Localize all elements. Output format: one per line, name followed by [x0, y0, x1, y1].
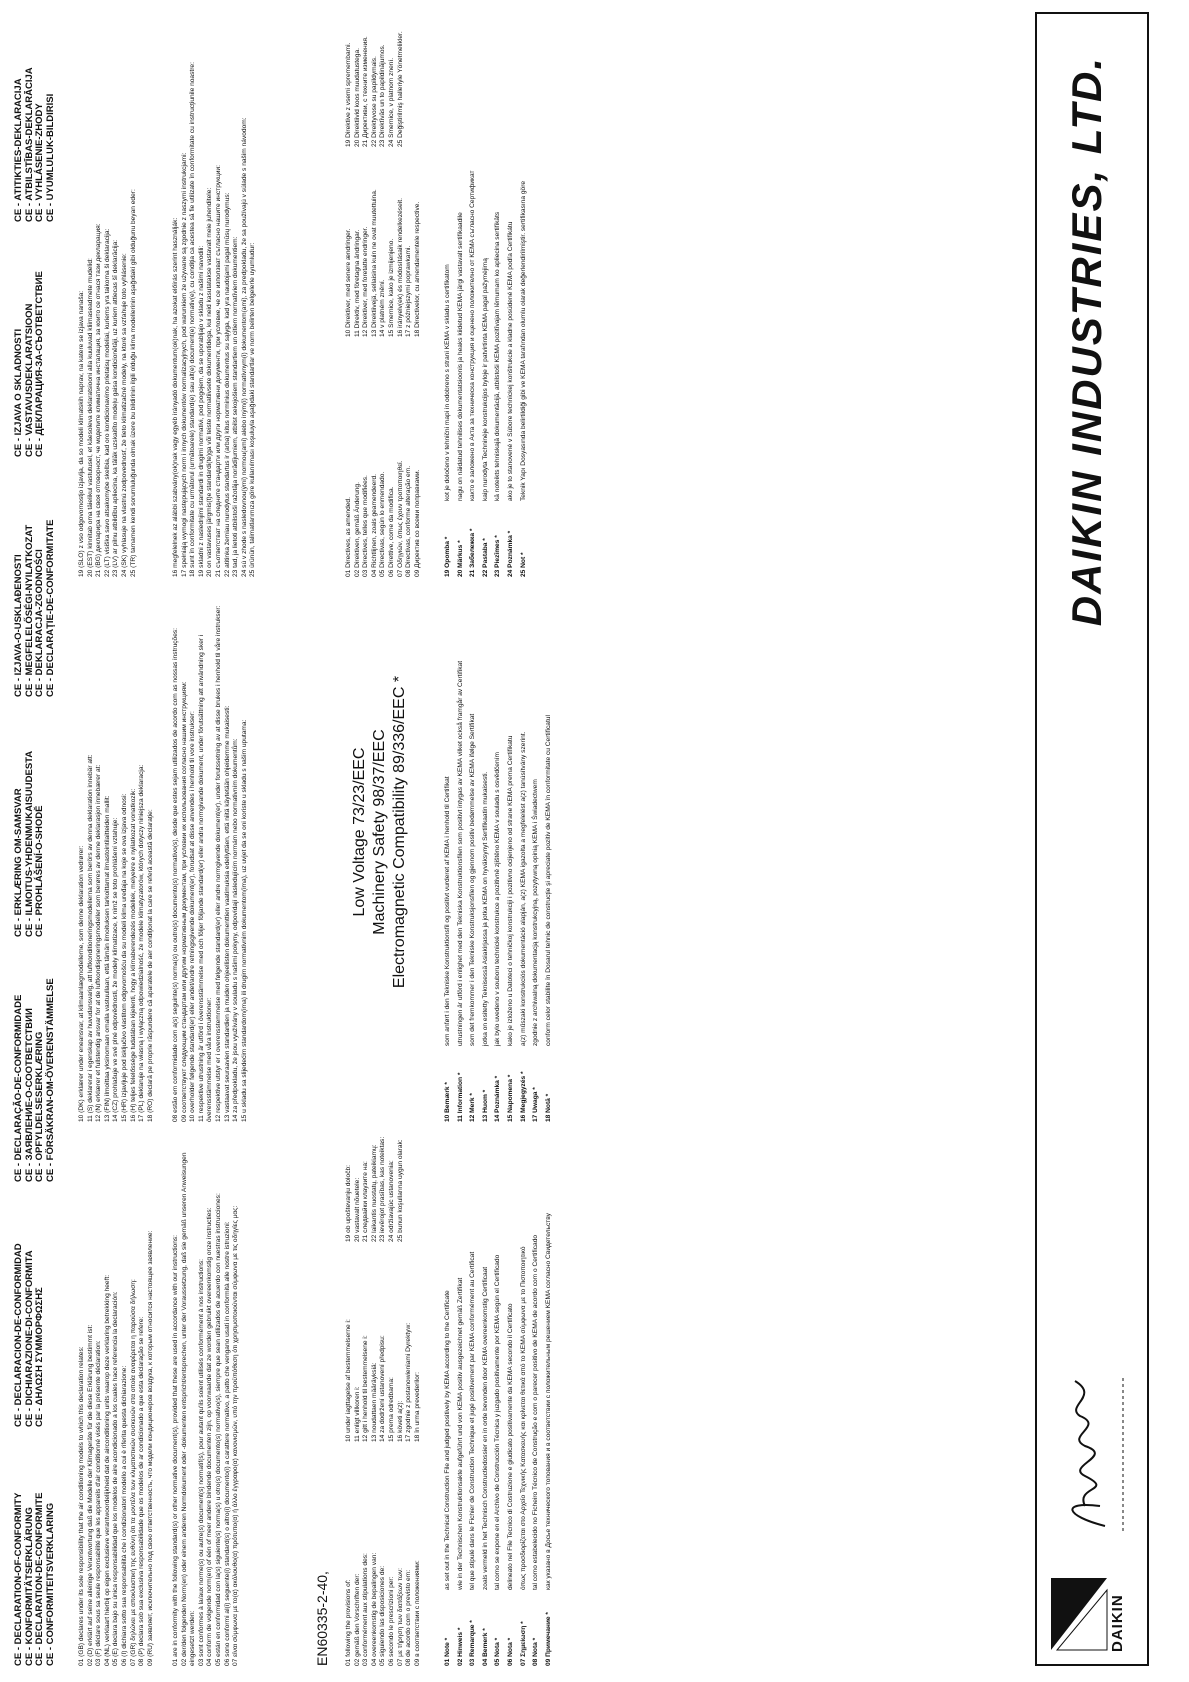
provisions-block-b — [345, 1242, 422, 1442]
header-line: CE - IZJAVA-O-USKLAĐENOSTI — [13, 554, 24, 697]
provision-line: 21 следвайки клаузите на: — [362, 1161, 370, 1242]
provision-line: 03 conformément aux stipulations des: — [362, 1553, 370, 1666]
provision-line: 22 laikantis nuostatų, pateikiamų: — [370, 1144, 378, 1242]
decl-line: 13 (FIN) ilmoittaa yksinomaan omalla vastuullaan, että tämän ilmoituksen tarkoittamat ilmastointilaitteiden mallit: — [103, 795, 111, 1122]
provision-line: 08 de acordo com o previsto em: — [405, 1569, 413, 1666]
amend-line: 22 Direktyvose su papildymais. — [370, 56, 378, 147]
conformity-block-b — [172, 602, 249, 1122]
decl-line: 16 (H) teljes felelőssége tudatában kijelenti, hogy a klímaberendezés modellek, melyekre e nyilatkozat vonatkozik: — [129, 788, 137, 1122]
note-key: 17 Uwaga * — [532, 1087, 540, 1122]
provision-line: 18 în urma prevederilor: — [413, 1371, 421, 1442]
conf-line: 13 vastaavat seuraavien standardien ja muiden ohjeellisten dokumenttien vaatimuksia edellyttäen, että niitä käytetään ohjeidemme mukaisesti: — [223, 705, 231, 1122]
decl-line: 03 (F) déclare sous sa seule responsabilité que les appareils d'air conditionné visés par la présente déclaration: — [95, 1340, 103, 1666]
amend-line: 15 Smernice, kako je izmijenjeno. — [387, 238, 395, 337]
conf-line: 22 atitinka žemiau nurodytus standartus ir (arba) kitus norminius dokumentus su sąlyga, kad yra naudojami pagal mūsų nurodymus: — [223, 192, 231, 577]
note-value: jak bylo uvedeno v souboru technické konstrukce a pozitivně zjištěno KEMA v souladu s osvědčením — [494, 752, 502, 1046]
note-key: 10 Bemærk * — [444, 1082, 451, 1122]
provision-line: 09 в соответствии с положениями: — [413, 1560, 421, 1666]
amend-line: 25 Değiştirilmiş halleriyle Yönetmelikler. — [396, 31, 404, 147]
note-key: 08 Nota * — [532, 1637, 540, 1666]
note-value: Teknik Yapı Dosyasında belirtildiği gibi ve KEMA tarafından olumlu olarak değerlendirilmiştir. sertifikasına göre — [519, 180, 527, 501]
note-key: 02 Hinweis * — [456, 1627, 464, 1666]
note-row — [457, 602, 466, 1122]
note-value: όπως προσδιορίζεται στο Αρχείο Τεχνικής Κατασκευής και κρίνεται θετικά από το KEMA σύμφωνα με το Πιστοποιητικό — [519, 1246, 527, 1590]
amend-block-a — [345, 337, 422, 577]
conf-line: 08 estão em conformidade com a(s) seguinte(s) norma(s) ou outro(s) documento(s) normativo(s), desde que estes sejam utilizados de acordo com as nossas instruções: — [172, 627, 179, 1122]
header-line: CE - ERKLÆRING OM-SAMSVAR — [13, 788, 24, 937]
note-row — [520, 17, 529, 577]
header-line: CE - DECLARAÇÃO-DE-CONFORMIDADE — [13, 994, 24, 1182]
note-key: 18 Notă * — [544, 1093, 552, 1122]
provision-line: 12 gitt i henhold til bestemmelsene i: — [362, 1335, 370, 1442]
conf-line: 18 sunt în conformitate cu următorul (următoarele) standard(e) sau alt(e) document(e) normativ(e), cu condiţia ca acestea să fie utilizate în conformitate cu instrucţiunile noastre: — [189, 62, 197, 577]
note-key: 25 Not * — [519, 552, 527, 577]
amend-line: 18 Directivelor, cu amendamentele respective. — [413, 201, 421, 337]
note-key: 05 Nota * — [494, 1637, 502, 1666]
note-key: 19 Opomba * — [444, 536, 451, 577]
signature-text: H. Murata — [1133, 1453, 1134, 1459]
decl-line: 22 (LT) visiška savo atsakomybe skelbia, kad oro kondicionavimo prietaisų modeliai, kuriems yra taikoma ši deklaracija: — [103, 228, 111, 577]
amend-line: 08 Directivas, conforme alteração em. — [405, 465, 413, 577]
conf-line: 03 sont conformes à la/aux norme(s) ou autre(s) document(s) normatif(s), pour autant qu'ils soient utilisés conformément à nos instructions: — [197, 1259, 205, 1666]
note-value: kā noteikts tehniskajā dokumentācijā, atbilstoši KEMA pozitīvajam lēmumam ko apliecina sertifikāts — [494, 211, 502, 501]
declaration-block-b — [78, 602, 155, 1122]
notes-block-a — [440, 1146, 553, 1666]
provision-line: 04 overeenkomstig de bepalingen van: — [370, 1552, 378, 1666]
note-row — [532, 1146, 541, 1666]
note-value: tal como se expone en el Archivo de Construcción Técnica y juzgado positivamente por KEMA según el Certificado — [494, 1254, 502, 1590]
amend-line: 20 Direktiivid koos muudatustega. — [353, 48, 361, 147]
standard-number: EN60335-2-40, — [314, 1571, 330, 1666]
note-value: som det fremkommer i den Tekniske Konstruksjonsfilen og gjennom positiv bedømmelse av KEMA ifølge Sertifikat — [469, 713, 477, 1046]
note-value: wie in der Technischen Konstruktionsakte aufgeführt und von KEMA positiv ausgezeichnet gemäß Zertifikat — [456, 1277, 464, 1590]
note-row — [457, 1146, 466, 1666]
notes-block-b — [440, 602, 553, 1122]
note-row — [444, 602, 453, 1122]
note-key: 20 Märkus * — [456, 540, 464, 577]
note-value: nagu on näidatud tehnilises dokumentatsioonis ja heaks kiidetud KEMA järgi vastavalt sertifikaadile — [456, 212, 464, 501]
header-col-6 — [14, 271, 46, 457]
provision-line: 17 zgodnie z postanowieniami Dyrektyw: — [405, 1322, 413, 1442]
note-row — [494, 1146, 503, 1666]
note-value: som anført i den Tekniske Konstruktionsfil og positivt vurderet af KEMA i henhold til Certifikat — [444, 776, 451, 1046]
conf-line: 24 sú v zhode s nasledovnou(ými) normou(ami) alebo iným(i) normatívnym(i) dokumentom(ami), za predpokladu, že sa používajú v súlade s našim návodom: — [240, 117, 248, 577]
amend-line: 16 irányelv(ek) és módosításaik rendelkezéseit. — [396, 198, 404, 337]
header-col-5 — [14, 520, 56, 698]
conf-line: 15 u skladu sa slijedećim standardom(ima) ili drugim normativnim dokumentom(ima), uz uvjet da se oni koriste u skladu s našim uputama: — [240, 719, 248, 1122]
decl-line: 07 (GR) δηλώνει με αποκλειστική της ευθύνη ότι τα μοντέλα των κλιματιστικών συσκευών στα οποία αναφέρεται η παρούσα δήλωση: — [129, 1279, 137, 1666]
header-col-1 — [14, 1493, 56, 1666]
header-line: CE - ЗАЯВЛЕНИЕ-О-СООТВЕТСТВИИ — [23, 1008, 35, 1182]
note-value: tel que stipulé dans le Fichier de Construction Technique et jugé positivement par KEMA conformément au Certificat — [469, 1251, 477, 1590]
note-row — [469, 1146, 478, 1666]
note-row — [457, 17, 466, 577]
header-line: CE - OPFYLDELSESERKLÆRING — [34, 1031, 45, 1182]
note-row — [507, 602, 516, 1122]
provision-line: 19 ob upoštevanju določb: — [345, 1165, 352, 1242]
header-line: CE - DICHIARAZIONE-DI-CONFORMITA — [23, 1250, 35, 1427]
conf-line: 20 on vastavuses järgmis(t)e standardi(te)ga või teiste normatiivsete dokumentidega, kui neid kasutatakse vastavalt meie juhenditele: — [206, 187, 214, 577]
decl-line: 24 (SK) vyhlasuje na vlastnú zodpovednosť, že tieto klimatizačné modely, na ktoré sa vzťahuje toto vyhlásenie: — [120, 253, 128, 577]
note-row — [520, 1146, 529, 1666]
provision-line: 02 gemäß den Vorschriften der: — [353, 1573, 361, 1666]
note-row — [532, 602, 541, 1122]
note-row — [494, 17, 503, 577]
provision-line: 14 za dodržení ustanovení předpisu: — [379, 1335, 387, 1442]
note-row — [545, 1146, 554, 1666]
provision-line: 10 under iagttagelse af bestemmelserne i: — [345, 1319, 352, 1442]
note-key: 06 Nota * — [506, 1637, 514, 1666]
header-line: CE - UYUMLULUK-BILDIRISI — [44, 93, 56, 222]
conf-line: 25 ürünün, talimatlarımıza göre kullanılması koşuluyla aşağıdaki standartlar ve norm belirten belgelerle uyumludur: — [249, 242, 257, 577]
decl-line: 09 (RU) заявляет, исключительно под свою ответственность, что модели кондиционеров воздуха, к которым относится настоящее заявление: — [146, 1230, 154, 1666]
decl-line: 21 (BG) декларира на своя отговорност, че моделите климатична инсталация, за които се отнася тази декларация: — [95, 223, 103, 577]
note-value: utrustningen är utförd i enlighet med den Tekniska Konstruktionsfilen som positivt intygas av KEMA vilket också framgår av Certifikat — [456, 660, 464, 1046]
directive-star: * — [391, 675, 408, 683]
amend-line: 06 Direttive, come da modifica. — [387, 486, 395, 577]
note-key: 23 Piezīmes * — [494, 535, 502, 577]
directive-machinery: Machinery Safety 98/37/EEC — [371, 729, 388, 935]
amend-line: 13 Direktiivejä, sellaisina kuin ne ovat muutettuina. — [370, 189, 378, 337]
header-col-7 — [14, 67, 56, 222]
decl-line: 23 (LV) ar pilnu atbildību apliecina, ka tālāk uzskaitīto modeļu gaisa kondicionētāji, uz kuriem attiecas šī deklarācija: — [112, 239, 120, 577]
conf-line: 10 overholder følgende standard(er) eller andet/andre retningsgivende dokument(er), forudsat at disse anvendes i henhold til vore instrukser: — [189, 711, 197, 1122]
amend-line: 09 Директив со всеми поправками. — [413, 469, 421, 577]
note-key: 01 Note * — [444, 1637, 451, 1666]
note-key: 15 Napomena * — [506, 1074, 514, 1122]
decl-line: 19 (SLO) z vso odgovornostjo izjavlja, da so modeli klimatskih naprav, na katere se izjava nanaša: — [78, 290, 85, 577]
conf-line: 23 tad, ja lietoti atbilstoši ražotāja norādījumiem, atbilst sekojošiem standartiem un citiem normatīviem dokumentiem: — [232, 236, 240, 577]
note-key: 24 Poznámka * — [506, 530, 514, 577]
provision-line: 06 secondo le prescrizioni per: — [387, 1576, 395, 1666]
declaration-block-a — [78, 1146, 155, 1666]
amend-line: 02 Direktiven, gemäß Änderung. — [353, 482, 361, 577]
header-line: CE - FÖRSÄKRAN-OM-ÖVERENSTÄMMELSE — [44, 978, 56, 1182]
provision-line: 16 követi a(z): — [396, 1400, 404, 1442]
note-key: 22 Pastaba * — [481, 538, 489, 577]
header-line: CE - CONFORMITEITSVERKLARING — [44, 1502, 56, 1666]
conf-line: 07 είναι σύμφωνα με το(α) ακόλουθο(α) πρότυπο(α) ή άλλο έγγραφο(α) κανονισμών, υπό την προϋπόθεση ότι χρησιμοποιούνται σύμφωνα με τις οδηγίες μας: — [232, 1205, 240, 1666]
provision-line: 01 following the provisions of: — [345, 1579, 352, 1666]
directive-low-voltage: Low Voltage 73/23/EEC — [351, 747, 368, 917]
provision-line: 23 ievērojot prasības, kas noteiktas: — [379, 1136, 387, 1242]
note-key: 13 Huom * — [481, 1089, 489, 1122]
decl-line: 15 (HR) izjavljuje pod isključivo vlastitom odgovornošću da su modeli klima uređaja na koje se ova izjava odnosi: — [120, 793, 128, 1122]
header-line: CE - DEKLARACJA-ZGODNOŚCI — [34, 549, 45, 697]
decl-line: 08 (P) declara sob sua exclusiva responsabilidade que os modelos de ar condicionado a que esta declaração se refere: — [138, 1316, 146, 1666]
header-line: CE - MEGFELELŐSÉGI-NYILATKOZAT — [23, 524, 35, 697]
note-row — [545, 602, 554, 1122]
amend-line: 01 Directives, as amended. — [345, 497, 352, 577]
note-row — [507, 17, 516, 577]
header-col-4 — [14, 751, 46, 937]
conf-line: 05 están en conformidad con la(s) siguiente(s) norma(s) u otro(s) documento(s) normativo(s), siempre que sean utilizados de acuerdo con nuestras instrucciones: — [214, 1193, 222, 1666]
decl-line: 04 (NL) verklaart hierbij op eigen exclusieve verantwoordelijkheid dat de airconditioning units waarop deze verklaring betrekking heeft: — [103, 1274, 111, 1666]
header-line: CE - ATBILSTĪBAS-DEKLARĀCIJA — [23, 67, 35, 222]
note-value: kaip nurodyta Techninėje konstrukcijos byloje ir patvirtinta KEMA pagal pažymėjimą — [481, 258, 489, 501]
conf-line: 09 соответствуют следующим стандартам или другим нормативным документам, при условии их использования согласно нашим инструкциям: — [180, 681, 188, 1122]
note-value: delineato nel File Tecnico di Costruzione e giudicato positivamente da KEMA secondo il Certificato — [506, 1303, 514, 1590]
note-key: 11 Information * — [456, 1072, 464, 1122]
note-value: tal como estabelecido no Ficheiro Técnico de Construção e com o parecer positivo de KEMA de acordo com o Certificado — [532, 1234, 540, 1590]
header-line: CE - DECLARACION-DE-CONFORMIDAD — [13, 1243, 24, 1427]
amend-line: 21 Директиви, с техните изменения. — [362, 36, 370, 147]
conf-line: 11 respektive utrustning är utförd i överensstämmelse med och följer följande standard(er) eller andra normgivande dokument, under förutsättning att användning sker i överensstämmelse med våra instruktioner: — [197, 634, 214, 1122]
directive-emc-label: Electromagnetic Compatibility 89/336/EEC — [391, 686, 408, 989]
note-row — [444, 17, 453, 577]
note-value: as set out in the Technical Construction File and judged positively by KEMA according to the Certificate — [444, 1290, 451, 1590]
decl-line: 14 (CZ) prohlašuje ve své plné odpovědnosti, že modely klimatizace, k nimž se toto prohlášení vztahuje: — [112, 817, 120, 1122]
provision-line: 25 bunun koşullarına uygun olarak: — [396, 1139, 404, 1242]
amend-line: 04 Richtlijnen, zoals geamendeerd. — [370, 474, 378, 577]
declaration-block-c — [78, 17, 138, 577]
decl-line: 12 (N) erklærer et fullstendig ansvar for at de luftkondisjoneringsmodeller som berøres av denne deklarasjon innebærer at: — [95, 764, 103, 1122]
header-col-3 — [14, 978, 56, 1182]
note-key: 16 Megjegyzés * — [519, 1071, 527, 1122]
note-value: как указано в Досье технического топования и в соответствии с положительным решением KEMA согласно Свидетельству — [544, 1213, 552, 1590]
conf-line: 12 respektive utstyr er i overensstemmelse med følgende standard(er) eller andre normgivende dokument(er), under forutssetning av at disse brukes i henhold til våre instrukser: — [214, 605, 222, 1122]
footer — [1035, 16, 1145, 1666]
amend-line: 12 Direktiver, med foretatte endringer. — [362, 226, 370, 337]
conformity-block-c — [172, 17, 258, 577]
decl-line: 10 (DK) erklærer under eneansvar, at klimaanlægmodellerne, som denne deklaration vedrører: — [78, 845, 85, 1122]
decl-line: 06 (I) dichiara sotto sua responsabilità che i condizionatori modello a cui è riferita questa dichiarazione: — [120, 1365, 128, 1666]
note-row — [482, 17, 491, 577]
header-line: CE - ΔΗΛΩΣΗ ΣΥΜΜΟΡΦΩΣΗΣ — [34, 1287, 45, 1427]
provision-line: 05 siguiendo las disposiciones de: — [379, 1565, 387, 1666]
signature-icon — [1045, 1366, 1135, 1546]
amend-line: 11 Direktiv, med företagna ändringar. — [353, 229, 361, 337]
note-key: 12 Merk * — [469, 1093, 477, 1122]
note-key: 09 Примечание * — [544, 1612, 552, 1666]
note-row — [520, 602, 529, 1122]
note-key: 07 Σημείωση * — [519, 1621, 527, 1666]
conf-line: 01 are in conformity with the following standard(s) or other normative document(s), provided that these are used in accordance with our instructions: — [172, 1234, 179, 1666]
directive-emc — [390, 622, 410, 1042]
conf-line: 21 съответстват на следните стандарти или други нормативни документи, при условие, че се използват съгласно нашите инструкции: — [214, 165, 222, 577]
amend-line: 07 Οδηγιών, όπως έχουν τροποποιηθεί. — [396, 460, 404, 577]
conf-line: 19 skladni z naslednjimi standardi in drugimi normativi, pod pogojem, da se uporabljajo v skladu z našimi navodili: — [197, 245, 205, 577]
note-value: a(z) műszaki konstrukciós dokumentáció alapján, a(z) KEMA igazolta a megfelelést a(z) tanúsítvány szerint. — [519, 731, 527, 1046]
note-value: kot je določeno v tehnični mapi in odobreno s strani KEMA v skladu s certifikatom — [444, 264, 451, 501]
note-row — [469, 17, 478, 577]
note-row — [507, 1146, 516, 1666]
decl-line: 01 (GB) declares under its sole responsibility that the air conditioning models to which this declaration relates: — [78, 1346, 85, 1666]
note-value: kako je izloženo u Datoteci o tehničkoj konstrukciji i pozitivno ocijenjeno od strane KEMA prema Certifikatu — [506, 735, 514, 1046]
note-row — [444, 1146, 453, 1666]
note-key: 14 Poznámka * — [494, 1075, 502, 1122]
note-row — [494, 602, 503, 1122]
header-line: CE - ATITIKTIES-DEKLARACIJA — [13, 78, 24, 222]
amend-block-c — [345, 7, 405, 147]
notes-block-c — [440, 17, 528, 577]
conformity-block-a — [172, 1146, 241, 1666]
header-line: CE - ILMOITUS-YHDENMUKAISUUDESTA — [23, 750, 35, 937]
provision-line: 13 noudattaen määräyksiä: — [370, 1362, 378, 1442]
daikin-logo-text: DAIKIN — [1109, 1594, 1126, 1652]
note-value: jotka on esitetty Teknisessä Asiakirjassa ja jotka KEMA on hyväksynyt Sertifikaatin mukaisesti. — [481, 771, 489, 1046]
header-col-2 — [14, 1243, 46, 1427]
header-line: CE - VASTAVUSDEKLARATSIOON — [23, 303, 35, 457]
note-value: ako je to stanovené v Súbore technickej konštrukcie a kladne posúdené KEMA podľa Certifikátu — [506, 221, 514, 501]
decl-line: 25 (TR) tamamen kendi sorumluluğunda olmak üzere bu bildirinin ilgili olduğu klima modellerinin aşağıdaki gibi olduğunu beyan eder: — [129, 189, 137, 577]
conf-line: 17 spełniają wymogi następujących norm i innych dokumentów normalizacyjnych, pod warunkiem że używane są zgodnie z naszymi instrukcjami: — [180, 152, 188, 577]
provision-line: 15 prema odredbama: — [387, 1377, 395, 1442]
provision-line: 20 vastavalt nõuetele: — [353, 1177, 361, 1242]
provision-line: 24 održiavajúc ustanovenia: — [387, 1160, 395, 1242]
amend-block-b — [345, 147, 422, 337]
decl-line: 11 (S) deklarerar i egenskap av huvudansvarig, att luftkonditioneringsmodellerna som berörs av denna deklaration innebär att: — [86, 754, 94, 1122]
amend-line: 17 z późniejszymi poprawkami. — [405, 245, 413, 337]
note-value: zgodnie z archiwalną dokumentacją konstrukcyjną, pozytywną opinią KEMA i Świadectwem — [532, 779, 540, 1046]
decl-line: 20 (EST) kinnitab oma täielikul vastutusel, et käesoleva deklaratsiooni alla kuuluvad kliimaseadmete mudelid: — [86, 258, 94, 577]
provisions-block-a — [345, 1446, 422, 1666]
amend-line: 23 Direktīvās un to papildinājumos. — [379, 44, 387, 147]
conf-line: 06 sono conformi al(i) seguente(i) standard(s) o altro(i) documento(i) a carattere normativo, a patto che vengano usati in conformità alle nostre istruzioni: — [223, 1221, 231, 1666]
note-row — [482, 602, 491, 1122]
provision-line: 11 enligt villkoren i: — [353, 1386, 361, 1442]
note-value: zoals vermeld in het Technisch Constructiedossier en in orde bevonden door KEMA overeenkomstig Certificaat — [481, 1266, 489, 1590]
conf-line: 04 conform de volgende norm(en) of één of meer andere bindende documenten zijn, op voorwaarde dat ze worden gebruikt overeenkomstig onze instructies: — [206, 1207, 214, 1666]
note-value: както е заложено в Акта за техническа конструкция и оценено положително от KEMA съгласно Сертификат — [469, 170, 477, 501]
amend-line: 24 Smernice, v platnom znení. — [387, 57, 395, 147]
provision-line: 07 με τήρηση των διατάξεων των: — [396, 1567, 404, 1666]
amend-line: 14 v platném znění. — [379, 279, 387, 337]
note-key: 03 Remarque * — [469, 1620, 477, 1666]
decl-line: 02 (D) erklärt auf seine alleinige Verantwortung daß die Modelle der Klimageräte für die diese Erklärung bestimmt ist: — [86, 1324, 94, 1666]
header-line: CE - DECLARATION-DE-CONFORMITE — [34, 1492, 45, 1666]
company-name: DAIKIN INDUSTRIES, LTD. — [1063, 56, 1110, 627]
amend-line: 19 Direktive z vsemi spremembami. — [345, 42, 352, 147]
header-line: CE - VYHLÁSENIE-ZHODY — [34, 103, 45, 222]
note-value: conform celor stabilite în Dosarul tehnic de construcţie şi apreciate pozitiv de KEMA în conformitate cu Certificatul — [544, 715, 552, 1046]
decl-line: 18 (RO) declară pe proprie răspundere că aparatele de aer condiţionat la care se referă această declaraţie: — [146, 809, 154, 1122]
decl-line: 05 (E) declara bajo su única responsabilidad que los modelos de aire acondicionado a los cuales hace referencia la declaración: — [112, 1291, 120, 1666]
note-key: 04 Bemerk * — [481, 1628, 489, 1666]
amend-line: 03 Directives, telles que modifiées. — [362, 475, 370, 577]
conf-line: 14 za předpokladu, že jsou využívány v souladu s našimi pokyny, odpovídají následujícím normám nebo normativním dokumentům: — [232, 738, 240, 1122]
provisions-block-c — [345, 1072, 405, 1242]
header-line: CE - DECLARATION-OF-CONFORMITY — [13, 1492, 24, 1666]
header-line: CE - IZJAVA O SKLADNOSTI — [13, 328, 24, 457]
header-line: CE - PROHLÁŠENÍ-O-SHODĚ — [34, 805, 45, 937]
conf-line: 16 megfelelnek az alábbi szabvány(ok)nak vagy egyéb irányadó dokumentum(ok)nak, ha azokat előírás szerint használják: — [172, 217, 179, 577]
header-line: CE - KONFORMITÄTSERKLÄRUNG — [23, 1507, 35, 1666]
note-key: 21 Забележка * — [469, 528, 477, 577]
decl-line: 17 (PL) deklaruje na własną i wyłączną odpowiedzialność, że modele klimatyzatorów, których dotyczy niniejsza deklaracja: — [138, 764, 146, 1122]
directives-block — [350, 622, 410, 1042]
header-line: CE - DECLARAŢIE-DE-CONFORMITATE — [44, 519, 56, 697]
note-row — [482, 1146, 491, 1666]
amend-line: 10 Direktiver, med senere ændringer. — [345, 228, 352, 337]
amend-line: 05 Directivas, según lo enmendado. — [379, 471, 387, 577]
conf-line: 02 der/den folgenden Norm(en) oder einem anderen Normdokument oder -dokumenten entspricht/entsprechen, unter der Voraussetzung, daß sie gemäß unseren Anweisungen eingesetzt werden: — [180, 1152, 197, 1666]
note-row — [469, 602, 478, 1122]
header-line: CE - ДЕКЛАРАЦИЯ-ЗА-СЪОТВЕТСТВИЕ — [34, 271, 45, 457]
